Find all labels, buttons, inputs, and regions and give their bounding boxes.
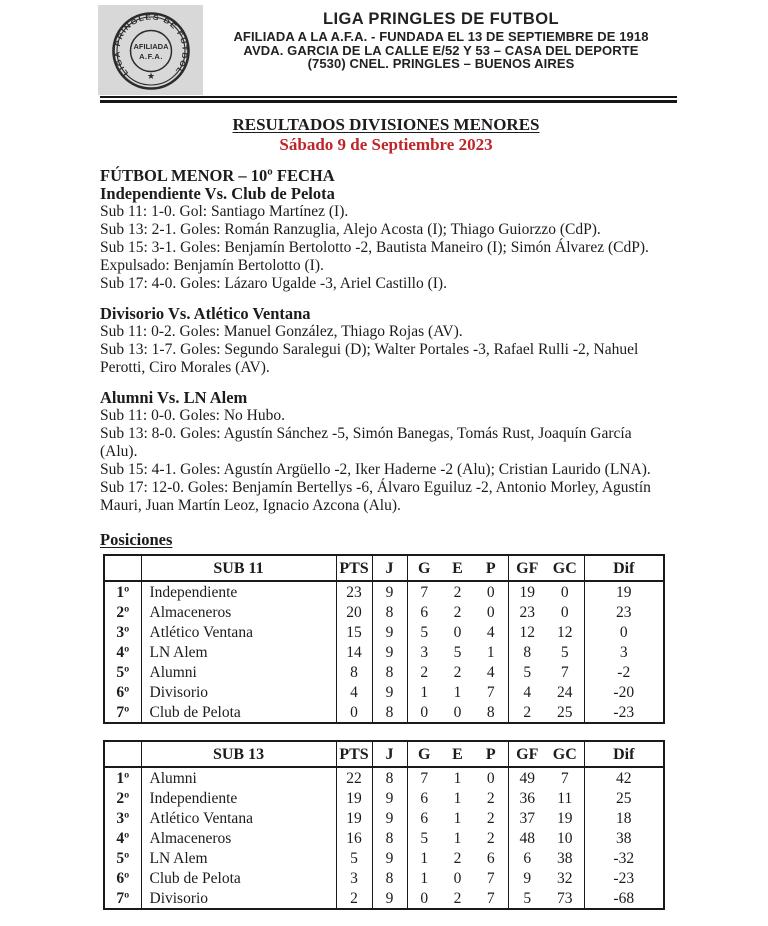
match-line: Sub 17: 4-0. Goles: Lázaro Ugalde -3, Ariel Castillo (I). <box>100 275 447 292</box>
column-header: GF <box>508 741 546 767</box>
stat-cell: 5 <box>336 848 372 868</box>
column-header: G <box>407 741 441 767</box>
stat-cell: -20 <box>613 683 635 701</box>
stat-cell: 25 <box>616 789 632 807</box>
stat-cell: 0 <box>546 602 584 622</box>
stat-cell: 8 <box>474 702 508 723</box>
match-block <box>100 185 672 293</box>
stat-cell: 1 <box>453 683 462 701</box>
position-cell: 2º <box>104 788 141 808</box>
document-body <box>100 115 672 910</box>
stat-cell: 9 <box>372 622 407 642</box>
match-line: Sub 15: 3-1. Goles: Benjamín Bertolotto -2, Bautista Maneiro (I); Simón Álvarez (CdP). Expulsado: Benjamín Bertolotto (I). <box>100 239 649 274</box>
match-title: Divisorio Vs. Atlético Ventana <box>100 304 311 323</box>
stat-cell: 5 <box>523 663 532 681</box>
stat-cell: 19 <box>519 583 535 601</box>
column-header: GC <box>546 741 584 767</box>
stat-cell: 2 <box>420 663 429 681</box>
team-cell: Almaceneros <box>141 828 336 848</box>
position-cell: 6º <box>104 682 141 702</box>
table-row <box>104 581 664 602</box>
stat-cell: 6 <box>420 603 429 621</box>
stat-cell: 19 <box>616 583 632 601</box>
stat-cell: 6 <box>420 809 429 827</box>
stat-cell: 8 <box>372 602 407 622</box>
column-header: P <box>474 555 508 581</box>
stat-cell: 9 <box>372 848 407 868</box>
stat-cell: 7 <box>474 888 508 909</box>
column-header: PTS <box>336 555 372 581</box>
stat-cell: 2 <box>453 583 462 601</box>
stat-cell: 19 <box>336 808 372 828</box>
position-cell: 7º <box>104 702 141 723</box>
stat-cell: 48 <box>519 829 535 847</box>
stamp-star-icon: ★ <box>146 71 155 81</box>
match-line: Sub 13: 8-0. Goles: Agustín Sánchez -5, Simón Banegas, Tomás Rust, Joaquín García (Alu). <box>100 425 632 460</box>
table-title: SUB 13 <box>141 741 336 767</box>
standings-heading: Posiciones <box>100 530 173 549</box>
stat-cell: 8 <box>372 828 407 848</box>
header-divider <box>100 96 677 103</box>
stat-cell: 9 <box>372 808 407 828</box>
standings-table <box>103 740 665 910</box>
stat-cell: 1 <box>453 789 462 807</box>
position-cell: 5º <box>104 662 141 682</box>
table-row <box>104 868 664 888</box>
position-cell: 1º <box>104 581 141 602</box>
stat-cell: 49 <box>519 769 535 787</box>
stamp-center-line1: AFILIADA <box>133 42 168 51</box>
column-header: J <box>372 741 407 767</box>
stat-cell: 4 <box>474 662 508 682</box>
stat-cell: 9 <box>372 788 407 808</box>
section-title: RESULTADOS DIVISIONES MENORES <box>232 115 540 134</box>
match-line: Sub 11: 1-0. Gol: Santiago Martínez (I). <box>100 203 349 220</box>
stat-cell: 7 <box>546 662 584 682</box>
position-cell: 4º <box>104 828 141 848</box>
stat-cell: 22 <box>336 767 372 788</box>
stat-cell: 32 <box>546 868 584 888</box>
table-row <box>104 828 664 848</box>
table-row <box>104 642 664 662</box>
stat-cell: 7 <box>420 583 429 601</box>
table-row <box>104 702 664 723</box>
stat-cell: -23 <box>613 703 635 721</box>
league-subtitle-city: (7530) CNEL. PRINGLES – BUENOS AIRES <box>307 56 575 71</box>
stat-cell: 18 <box>616 809 632 827</box>
team-cell: LN Alem <box>141 848 336 868</box>
stat-cell: 3 <box>336 868 372 888</box>
match-line: Sub 11: 0-2. Goles: Manuel González, Thiago Rojas (AV). <box>100 323 463 340</box>
stat-cell: -32 <box>613 849 635 867</box>
table-row <box>104 848 664 868</box>
stat-cell: 42 <box>616 769 632 787</box>
position-cell: 4º <box>104 642 141 662</box>
stat-cell: 25 <box>546 702 584 723</box>
position-cell: 1º <box>104 767 141 788</box>
team-cell: Independiente <box>141 788 336 808</box>
column-header: J <box>372 555 407 581</box>
stat-cell: 19 <box>546 808 584 828</box>
stat-cell: 5 <box>420 829 429 847</box>
stat-cell: -23 <box>613 869 635 887</box>
column-header: G <box>407 555 441 581</box>
column-header: PTS <box>336 741 372 767</box>
stat-cell: 0 <box>546 581 584 602</box>
stat-cell: 24 <box>546 682 584 702</box>
stat-cell: 4 <box>523 683 532 701</box>
table-title: SUB 11 <box>141 555 336 581</box>
stat-cell: 8 <box>336 662 372 682</box>
table-header-row <box>104 555 664 581</box>
stat-cell: 9 <box>372 581 407 602</box>
stat-cell: 2 <box>453 663 462 681</box>
stat-cell: 2 <box>474 828 508 848</box>
stat-cell: 6 <box>474 848 508 868</box>
stat-cell: 2 <box>474 788 508 808</box>
stat-cell: 16 <box>336 828 372 848</box>
team-cell: Independiente <box>141 581 336 602</box>
stat-cell: 5 <box>453 643 462 661</box>
stat-cell: 3 <box>619 643 628 661</box>
stat-cell: 0 <box>420 889 429 907</box>
stat-cell: 8 <box>372 767 407 788</box>
stat-cell: 0 <box>619 623 628 641</box>
stat-cell: 0 <box>474 767 508 788</box>
stat-cell: 0 <box>474 581 508 602</box>
stat-cell: 9 <box>372 682 407 702</box>
stat-cell: 9 <box>372 888 407 909</box>
team-cell: Almaceneros <box>141 602 336 622</box>
stat-cell: 23 <box>336 581 372 602</box>
team-cell: Alumni <box>141 767 336 788</box>
stat-cell: 1 <box>453 809 462 827</box>
stat-cell: 0 <box>474 602 508 622</box>
stat-cell: 7 <box>546 767 584 788</box>
table-header-row <box>104 741 664 767</box>
stamp-ring-text: LIGA PRINGLES DE FUTBOL <box>113 14 188 77</box>
stat-cell: 0 <box>453 623 462 641</box>
team-cell: Alumni <box>141 662 336 682</box>
stat-cell: 7 <box>474 682 508 702</box>
letterhead-text <box>205 8 677 71</box>
league-subtitle-affiliation: AFILIADA A LA A.F.A. - FUNDADA EL 13 DE SEPTIEMBRE DE 1918 <box>233 29 649 44</box>
stat-cell: 5 <box>523 889 532 907</box>
team-cell: Atlético Ventana <box>141 622 336 642</box>
stat-cell: 2 <box>336 888 372 909</box>
stat-cell: 8 <box>372 702 407 723</box>
table-row <box>104 788 664 808</box>
match-title: Independiente Vs. Club de Pelota <box>100 184 335 203</box>
stat-cell: 8 <box>372 662 407 682</box>
stat-cell: 73 <box>546 888 584 909</box>
stat-cell: 38 <box>546 848 584 868</box>
stat-cell: 9 <box>372 642 407 662</box>
stat-cell: 5 <box>420 623 429 641</box>
stat-cell: 2 <box>453 849 462 867</box>
stat-cell: 4 <box>474 622 508 642</box>
stat-cell: 0 <box>336 702 372 723</box>
match-line: Sub 17: 12-0. Goles: Benjamín Bertellys -6, Álvaro Eguiluz -2, Antonio Morley, Agustín Mauri, Juan Martín Leoz, Ignacio Azcona (Alu). <box>100 479 651 514</box>
stat-cell: 8 <box>372 868 407 888</box>
letterhead <box>0 0 768 96</box>
match-results <box>100 185 672 515</box>
table-row <box>104 662 664 682</box>
fecha-heading: FÚTBOL MENOR – 10º FECHA <box>100 166 335 185</box>
column-header: GF <box>508 555 546 581</box>
stat-cell: 0 <box>453 869 462 887</box>
stat-cell: -68 <box>613 889 635 907</box>
stamp-center-line2: A.F.A. <box>138 52 163 61</box>
stat-cell: 0 <box>453 703 462 721</box>
stat-cell: 11 <box>546 788 584 808</box>
stat-cell: 5 <box>546 642 584 662</box>
stat-cell: 1 <box>420 849 429 867</box>
column-header: E <box>441 741 474 767</box>
table-row <box>104 767 664 788</box>
column-header: Dif <box>584 741 664 767</box>
stat-cell: 0 <box>420 703 429 721</box>
position-cell: 3º <box>104 622 141 642</box>
team-cell: Club de Pelota <box>141 702 336 723</box>
stat-cell: 6 <box>420 789 429 807</box>
stat-cell: 14 <box>336 642 372 662</box>
team-cell: Club de Pelota <box>141 868 336 888</box>
table-row <box>104 682 664 702</box>
team-cell: Atlético Ventana <box>141 808 336 828</box>
standings-tables <box>100 554 672 910</box>
match-line: Sub 13: 2-1. Goles: Román Ranzuglia, Alejo Acosta (I); Thiago Guiorzzo (CdP). <box>100 221 601 238</box>
table-row <box>104 622 664 642</box>
stat-cell: 1 <box>420 869 429 887</box>
stat-cell: 12 <box>546 622 584 642</box>
stat-cell: 1 <box>453 769 462 787</box>
standings-table <box>103 554 665 724</box>
stat-cell: 2 <box>474 808 508 828</box>
stat-cell: 3 <box>420 643 429 661</box>
league-title: LIGA PRINGLES DE FUTBOL <box>323 10 559 28</box>
stat-cell: 7 <box>474 868 508 888</box>
match-block <box>100 305 672 377</box>
stat-cell: 2 <box>453 889 462 907</box>
column-header: P <box>474 741 508 767</box>
team-cell: LN Alem <box>141 642 336 662</box>
stat-cell: 9 <box>523 869 532 887</box>
stat-cell: 37 <box>519 809 535 827</box>
match-title: Alumni Vs. LN Alem <box>100 388 248 407</box>
match-block <box>100 389 672 515</box>
stat-cell: 2 <box>453 603 462 621</box>
stat-cell: 12 <box>519 623 535 641</box>
position-header <box>104 555 141 581</box>
stat-cell: 1 <box>474 642 508 662</box>
stat-cell: 15 <box>336 622 372 642</box>
team-cell: Divisorio <box>141 888 336 909</box>
match-line: Sub 11: 0-0. Goles: No Hubo. <box>100 407 285 424</box>
stat-cell: 38 <box>616 829 632 847</box>
position-cell: 7º <box>104 888 141 909</box>
stat-cell: 1 <box>420 683 429 701</box>
section-head <box>100 115 672 154</box>
stat-cell: 2 <box>523 703 532 721</box>
stat-cell: 36 <box>519 789 535 807</box>
column-header: GC <box>546 555 584 581</box>
stat-cell: 4 <box>336 682 372 702</box>
position-cell: 5º <box>104 848 141 868</box>
stat-cell: 1 <box>453 829 462 847</box>
match-line: Sub 15: 4-1. Goles: Agustín Argüello -2, Iker Haderne -2 (Alu); Cristian Laurido (LNA). <box>100 461 651 478</box>
column-header: Dif <box>584 555 664 581</box>
stat-cell: 23 <box>616 603 632 621</box>
stat-cell: 8 <box>523 643 532 661</box>
stat-cell: -2 <box>617 663 631 681</box>
match-line: Sub 13: 1-7. Goles: Segundo Saralegui (D); Walter Portales -3, Rafael Rulli -2, Nahuel Perotti, Ciro Morales (AV). <box>100 341 639 376</box>
stat-cell: 19 <box>336 788 372 808</box>
afa-stamp-icon <box>101 7 201 93</box>
stat-cell: 23 <box>519 603 535 621</box>
column-header: E <box>441 555 474 581</box>
section-date: Sábado 9 de Septiembre 2023 <box>279 135 493 154</box>
league-subtitle-address: AVDA. GARCIA DE LA CALLE E/52 Y 53 – CASA DEL DEPORTE <box>243 42 639 58</box>
position-header <box>104 741 141 767</box>
team-cell: Divisorio <box>141 682 336 702</box>
stat-cell: 6 <box>523 849 532 867</box>
stat-cell: 7 <box>420 769 429 787</box>
table-row <box>104 888 664 909</box>
position-cell: 6º <box>104 868 141 888</box>
stat-cell: 10 <box>546 828 584 848</box>
table-row <box>104 602 664 622</box>
position-cell: 3º <box>104 808 141 828</box>
table-row <box>104 808 664 828</box>
position-cell: 2º <box>104 602 141 622</box>
league-stamp <box>98 5 203 95</box>
stat-cell: 20 <box>336 602 372 622</box>
